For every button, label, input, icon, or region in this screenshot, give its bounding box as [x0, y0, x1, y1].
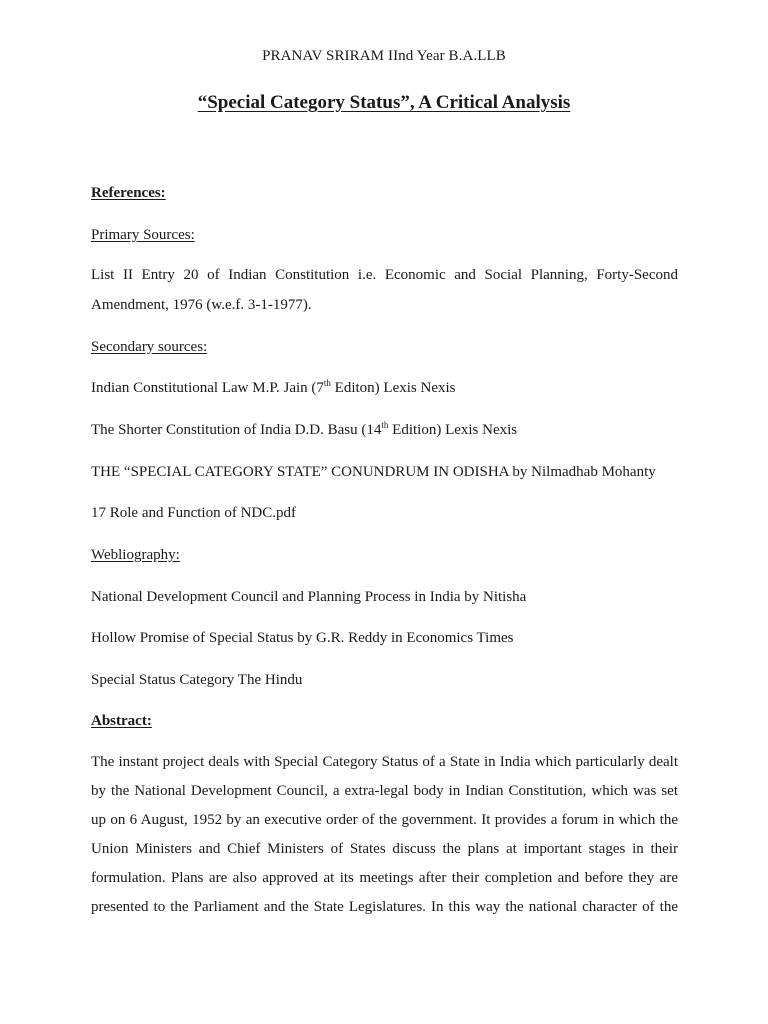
abstract-line-1: The instant project deals with Special Category Status of a State in India which particularly dealt	[91, 754, 678, 770]
secondary-source-1-text: Indian Constitutional Law M.P. Jain (7	[91, 380, 324, 396]
references-heading: References:	[91, 185, 166, 201]
ordinal-suffix: th	[323, 378, 331, 388]
document-title: “Special Category Status”, A Critical Analysis	[197, 92, 571, 113]
abstract-line-2: by the National Development Council, a extra-legal body in Indian Constitution, which was set	[91, 783, 678, 799]
abstract-line-4: Union Ministers and Chief Ministers of States discuss the plans at important stages in their	[91, 841, 678, 857]
secondary-source-2-text: The Shorter Constitution of India D.D. Basu (14	[91, 422, 382, 438]
webliography-item-1: National Development Council and Planning Process in India by Nitisha	[91, 589, 527, 605]
secondary-source-1-rest: Editon) Lexis Nexis	[330, 380, 456, 396]
secondary-source-1	[91, 378, 678, 398]
primary-sources-heading: Primary Sources:	[91, 227, 195, 243]
abstract-line-5: formulation. Plans are also approved at its meetings after their completion and before they are	[91, 870, 678, 886]
secondary-source-4: 17 Role and Function of NDC.pdf	[91, 505, 296, 521]
secondary-sources-heading: Secondary sources:	[91, 339, 208, 355]
author-header: PRANAV SRIRAM IInd Year B.A.LLB	[262, 48, 506, 64]
webliography-heading: Webliography:	[91, 547, 180, 563]
secondary-source-2	[91, 420, 678, 440]
primary-source-line-1: List II Entry 20 of Indian Constitution i.e. Economic and Social Planning, Forty-Second	[91, 267, 678, 283]
secondary-source-2-rest: Edition) Lexis Nexis	[388, 422, 518, 438]
abstract-line-3: up on 6 August, 1952 by an executive order of the government. It provides a forum in which the	[91, 812, 678, 828]
webliography-item-3: Special Status Category The Hindu	[91, 672, 303, 688]
ordinal-suffix: th	[381, 420, 389, 430]
webliography-item-2: Hollow Promise of Special Status by G.R. Reddy in Economics Times	[91, 630, 514, 646]
secondary-source-3: THE “SPECIAL CATEGORY STATE” CONUNDRUM IN ODISHA by Nilmadhab Mohanty	[91, 464, 656, 480]
abstract-line-6: presented to the Parliament and the State Legislatures. In this way the national character of the	[91, 899, 678, 915]
primary-source-line-2: Amendment, 1976 (w.e.f. 3-1-1977).	[91, 297, 312, 313]
abstract-heading: Abstract:	[91, 713, 152, 729]
